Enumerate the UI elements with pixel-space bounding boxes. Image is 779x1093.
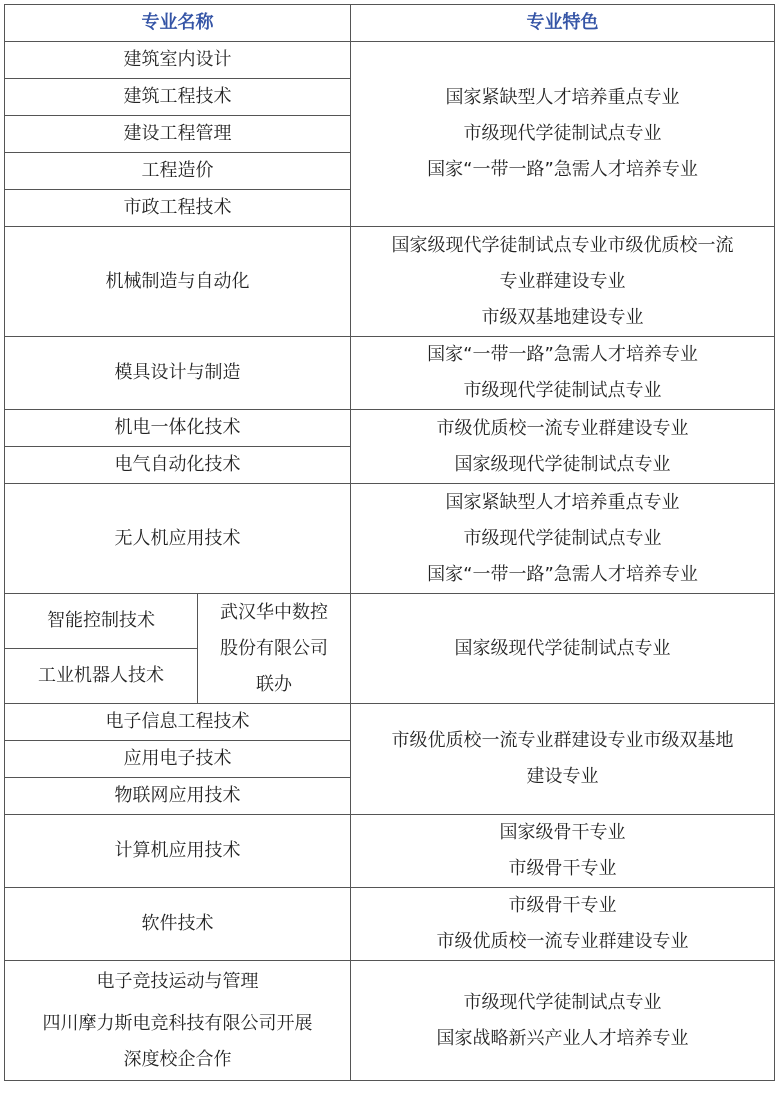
feature-line: 国家级现代学徒制试点专业 (454, 453, 671, 475)
major-cell: 无人机应用技术 (5, 484, 351, 594)
major-cell: 机电一体化技术 (5, 410, 351, 447)
major-cell: 工业机器人技术 (5, 649, 198, 704)
partner-line: 武汉华中数控 (220, 601, 328, 623)
feature-line: 市级优质校一流专业群建设专业市级双基地 (391, 730, 734, 751)
feature-line: 市级骨干专业 (508, 858, 617, 879)
major-cell (5, 961, 351, 1081)
major-cell: 软件技术 (5, 888, 351, 961)
feature-line: 建设专业 (526, 766, 599, 787)
major-cell: 市政工程技术 (5, 190, 351, 227)
feature-cell (351, 961, 775, 1081)
major-cell: 物联网应用技术 (5, 778, 351, 815)
feature-line: 市级现代学徒制试点专业 (463, 991, 662, 1013)
feature-line: 专业群建设专业 (499, 270, 626, 292)
header-major-feature: 专业特色 (351, 5, 775, 42)
feature-cell (351, 594, 775, 704)
major-cell: 工程造价 (5, 153, 351, 190)
feature-line: 市级双基地建设专业 (481, 306, 644, 328)
feature-line: 国家战略新兴产业人才培养专业 (436, 1027, 689, 1049)
feature-line: 国家“一带一路”急需人才培养专业 (427, 344, 698, 365)
feature-line: 市级优质校一流专业群建设专业 (436, 417, 689, 439)
major-cell: 建设工程管理 (5, 116, 351, 153)
partner-line: 联办 (256, 673, 292, 695)
major-line: 电子竞技运动与管理 (96, 970, 259, 992)
feature-line: 市级现代学徒制试点专业 (463, 527, 662, 549)
feature-line: 国家“一带一路”急需人才培养专业 (427, 159, 698, 180)
majors-table (4, 4, 775, 1081)
feature-line: 市级优质校一流专业群建设专业 (436, 931, 689, 952)
major-cell: 模具设计与制造 (5, 337, 351, 410)
feature-line: 国家级现代学徒制试点专业市级优质校一流 (391, 234, 734, 256)
feature-cell (351, 337, 775, 410)
header-major-name: 专业名称 (5, 5, 351, 42)
major-cell: 智能控制技术 (5, 594, 198, 649)
feature-line: 国家“一带一路”急需人才培养专业 (427, 563, 698, 585)
feature-line: 市级骨干专业 (508, 895, 617, 916)
feature-cell (351, 704, 775, 815)
feature-line: 国家级骨干专业 (499, 822, 626, 843)
major-cell: 机械制造与自动化 (5, 227, 351, 337)
major-cell: 建筑工程技术 (5, 79, 351, 116)
major-cell: 电气自动化技术 (5, 447, 351, 484)
major-cell: 计算机应用技术 (5, 815, 351, 888)
feature-cell (351, 227, 775, 337)
feature-line: 国家紧缺型人才培养重点专业 (445, 491, 680, 513)
feature-cell (351, 410, 775, 484)
major-cell: 应用电子技术 (5, 741, 351, 778)
feature-cell (351, 42, 775, 227)
feature-line: 市级现代学徒制试点专业 (463, 380, 662, 401)
feature-line: 国家紧缺型人才培养重点专业 (445, 87, 680, 108)
feature-cell (351, 888, 775, 961)
major-cell: 建筑室内设计 (5, 42, 351, 79)
feature-line: 国家级现代学徒制试点专业 (454, 637, 671, 659)
feature-line: 市级现代学徒制试点专业 (463, 123, 662, 144)
major-line: 四川摩力斯电竞科技有限公司开展 (42, 1012, 313, 1034)
feature-cell (351, 815, 775, 888)
partner-line: 股份有限公司 (220, 637, 328, 659)
major-cell: 电子信息工程技术 (5, 704, 351, 741)
major-line: 深度校企合作 (123, 1048, 232, 1070)
feature-cell (351, 484, 775, 594)
partner-cell (198, 594, 351, 704)
